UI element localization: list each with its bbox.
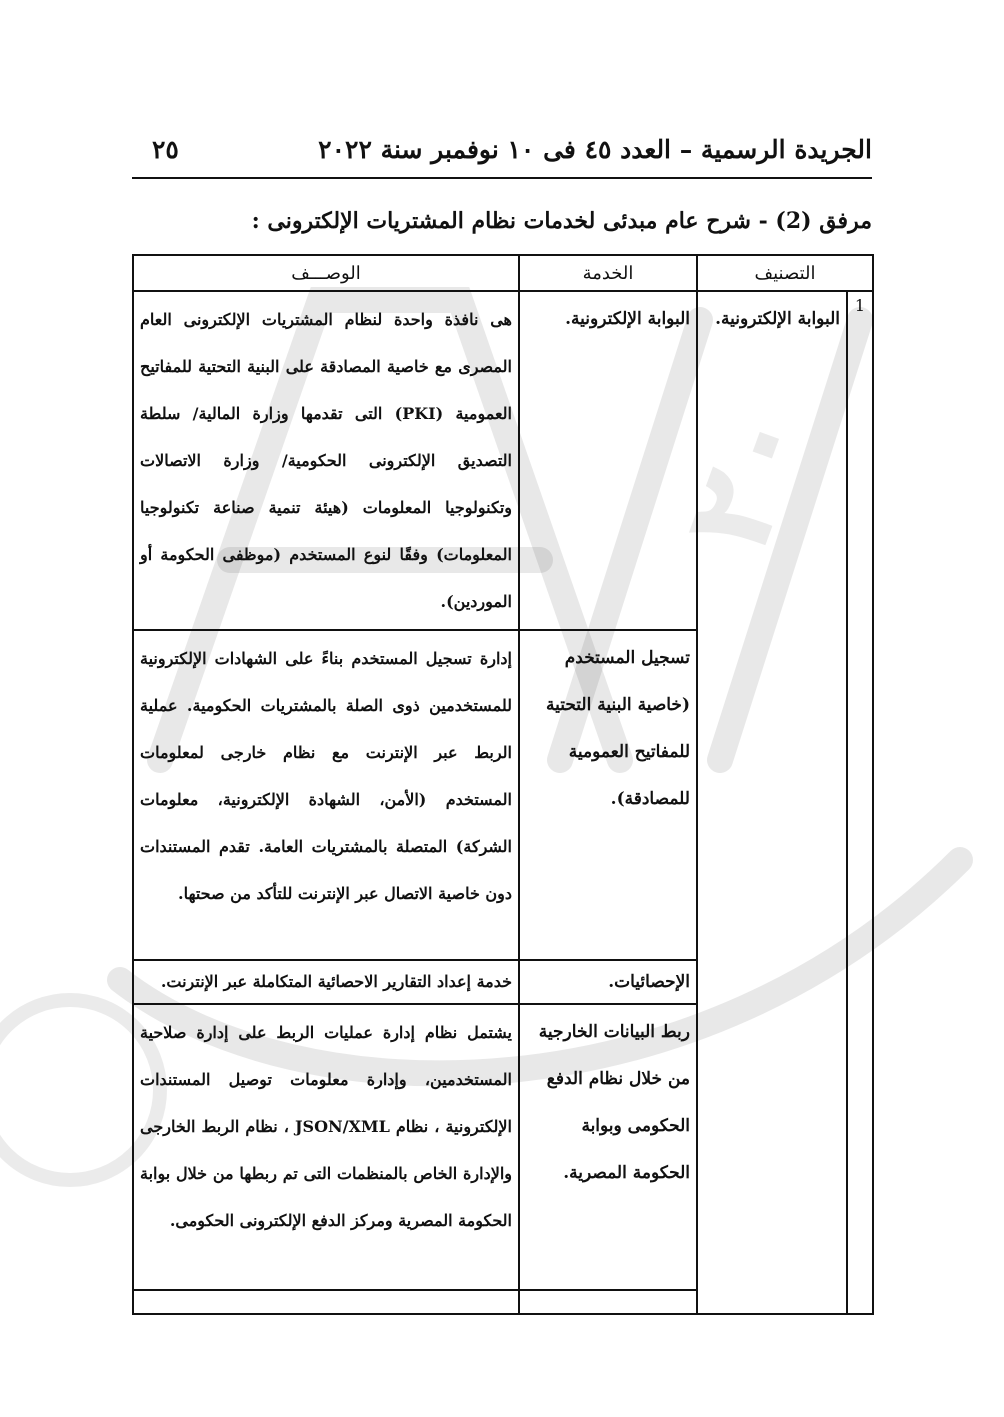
header-classification: التصنيف xyxy=(697,255,873,291)
table-row xyxy=(133,291,873,630)
description-cell: خدمة إعداد التقارير الاحصائية المتكاملة عبر الإنترنت. xyxy=(133,960,519,1004)
description-cell: هى نافذة واحدة لنظام المشتريات الإلكترونى العام المصرى مع خاصية المصادقة على البنية التحتية للمفاتيح العمومية (PKI) التى تقدمها وزارة المالية/ سلطة التصديق الإلكترونى الحكومية/ وزارة الاتصالات وتكنولوجيا المعلومات (هيئة تنمية صناعة تكنولوجيا المعلومات) وفقًا لنوع المستخدم (موظفى الحكومة أو الموردين). xyxy=(133,291,519,630)
classification-cell: البوابة الإلكترونية. xyxy=(697,291,847,1314)
description-cell: إدارة تسجيل المستخدم بناءً على الشهادات الإلكترونية للمستخدمين ذوى الصلة بالمشتريات الحكومية. عملية الربط عبر الإنترنت مع نظام خارجى لمعلومات المستخدم (الأمن، الشهادة الإلكترونية، معلومات الشركة) المتصلة بالمشتريات العامة. تقدم المستندات دون خاصية الاتصال عبر الإنترنت للتأكد من صحتها. xyxy=(133,630,519,960)
row-number: 1 xyxy=(847,291,873,1314)
service-cell: الإحصائيات. xyxy=(519,960,697,1004)
service-cell: تسجيل المستخدم (خاصية البنية التحتية للمفاتيح العمومية للمصادقة). xyxy=(519,630,697,960)
service-cell-empty xyxy=(519,1290,697,1314)
gazette-title: الجريدة الرسمية – العدد ٤٥ فى ١٠ نوفمبر سنة ٢٠٢٢ xyxy=(318,134,872,164)
page-number: ٢٥ xyxy=(152,134,179,164)
svg-text:٢٠: ٢٠ xyxy=(656,384,838,570)
header-service: الخدمة xyxy=(519,255,697,291)
header-description: الوصـــف xyxy=(133,255,519,291)
description-cell: يشتمل نظام إدارة عمليات الربط على إدارة صلاحية المستخدمين، وإدارة معلومات توصيل المستندات الإلكترونية ، نظام JSON/XML ، نظام الربط الخارجى والإدارة الخاص بالمنظمات التى تم ربطها من خلال بوابة الحكومة المصرية ومركز الدفع الإلكترونى الحكومى. xyxy=(133,1004,519,1290)
service-cell: ربط البيانات الخارجية من خلال نظام الدفع الحكومى وبوابة الحكومة المصرية. xyxy=(519,1004,697,1290)
header-divider xyxy=(132,177,872,179)
annex-title: مرفق (2) - شرح عام مبدئى لخدمات نظام المشتريات الإلكترونى : xyxy=(251,208,872,234)
services-table xyxy=(132,254,874,1315)
service-cell: البوابة الإلكترونية. xyxy=(519,291,697,630)
page-header xyxy=(132,126,872,172)
table-header-row xyxy=(133,255,873,291)
description-cell-empty xyxy=(133,1290,519,1314)
